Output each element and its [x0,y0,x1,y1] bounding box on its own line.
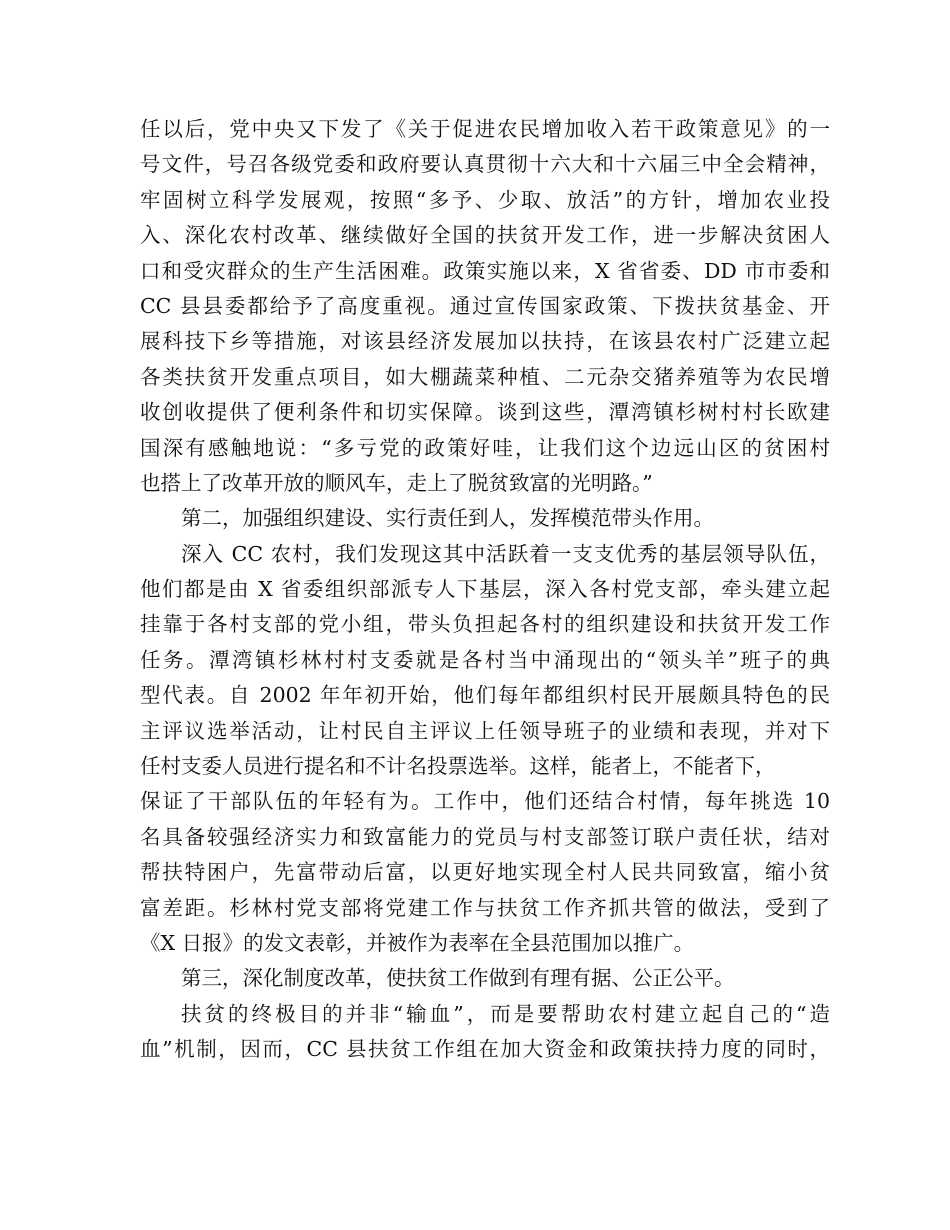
section-heading: 第二，加强组织建设、实行责任到人，发挥模范带头作用。 [181,506,714,531]
text-line: 入、深化农村改革、继续做好全国的扶贫开发工作，进一步解决贫困人 [140,223,830,248]
text-line: 展科技下乡等措施，对该县经济发展加以扶持，在该县农村广泛建立起 [140,329,830,354]
text-line: 任务。潭湾镇杉林村村支委就是各村当中涌现出的“领头羊”班子的典 [140,647,830,672]
text-line: 主评议选举活动，让村民自主评议上任领导班子的业绩和表现，并对下 [140,718,830,743]
body-text [140,112,830,1068]
text-line: 挂靠于各村支部的党小组，带头负担起各村的组织建设和扶贫开发工作 [140,612,830,637]
text-line: 帮扶特困户，先富带动后富，以更好地实现全村人民共同致富，缩小贫 [140,860,830,885]
text-line: 号文件，号召各级党委和政府要认真贯彻十六大和十六届三中全会精神， [140,152,830,177]
text-line: 型代表。自 2002 年年初开始，他们每年都组织村民开展颇具特色的民 [140,683,830,708]
text-line: 牢固树立科学发展观，按照“多予、少取、放活”的方针，增加农业投 [140,187,830,212]
text-line: 血”机制，因而，CC 县扶贫工作组在加大资金和政策扶持力度的同时， [140,1037,830,1062]
text-line: 任村支委人员进行提名和不计名投票选举。这样，能者上，不能者下， [140,754,776,779]
text-line: 国深有感触地说：“多亏党的政策好哇，让我们这个边远山区的贫困村 [140,435,830,460]
section-heading: 第三，深化制度改革，使扶贫工作做到有理有据、公正公平。 [181,966,735,991]
text-line: 口和受灾群众的生产生活困难。政策实施以来，X 省省委、DD 市市委和 [140,258,830,283]
text-line: 各类扶贫开发重点项目，如大棚蔬菜种植、二元杂交猪养殖等为农民增 [140,364,830,389]
text-line: 富差距。杉林村党支部将党建工作与扶贫工作齐抓共管的做法，受到了 [140,895,830,920]
text-line: 收创收提供了便利条件和切实保障。谈到这些，潭湾镇杉树村村长欧建 [140,400,830,425]
text-line: 《X 日报》的发文表彰，并被作为表率在全县范围加以推广。 [140,930,695,955]
text-line: 深入 CC 农村，我们发现这其中活跃着一支支优秀的基层领导队伍， [181,541,830,566]
text-line: 他们都是由 X 省委组织部派专人下基层，深入各村党支部，牵头建立起 [140,577,830,602]
text-line: 扶贫的终极目的并非“输血”，而是要帮助农村建立起自己的“造 [181,1001,830,1026]
text-line: CC 县县委都给予了高度重视。通过宣传国家政策、下拨扶贫基金、开 [140,293,830,318]
text-line: 名具备较强经济实力和致富能力的党员与村支部签订联户责任状，结对 [140,824,830,849]
text-line: 也搭上了改革开放的顺风车，走上了脱贫致富的光明路。” [140,470,653,495]
text-line: 任以后，党中央又下发了《关于促进农民增加收入若干政策意见》的一 [140,117,830,141]
text-line: 保证了干部队伍的年轻有为。工作中，他们还结合村情，每年挑选 10 [140,789,830,814]
